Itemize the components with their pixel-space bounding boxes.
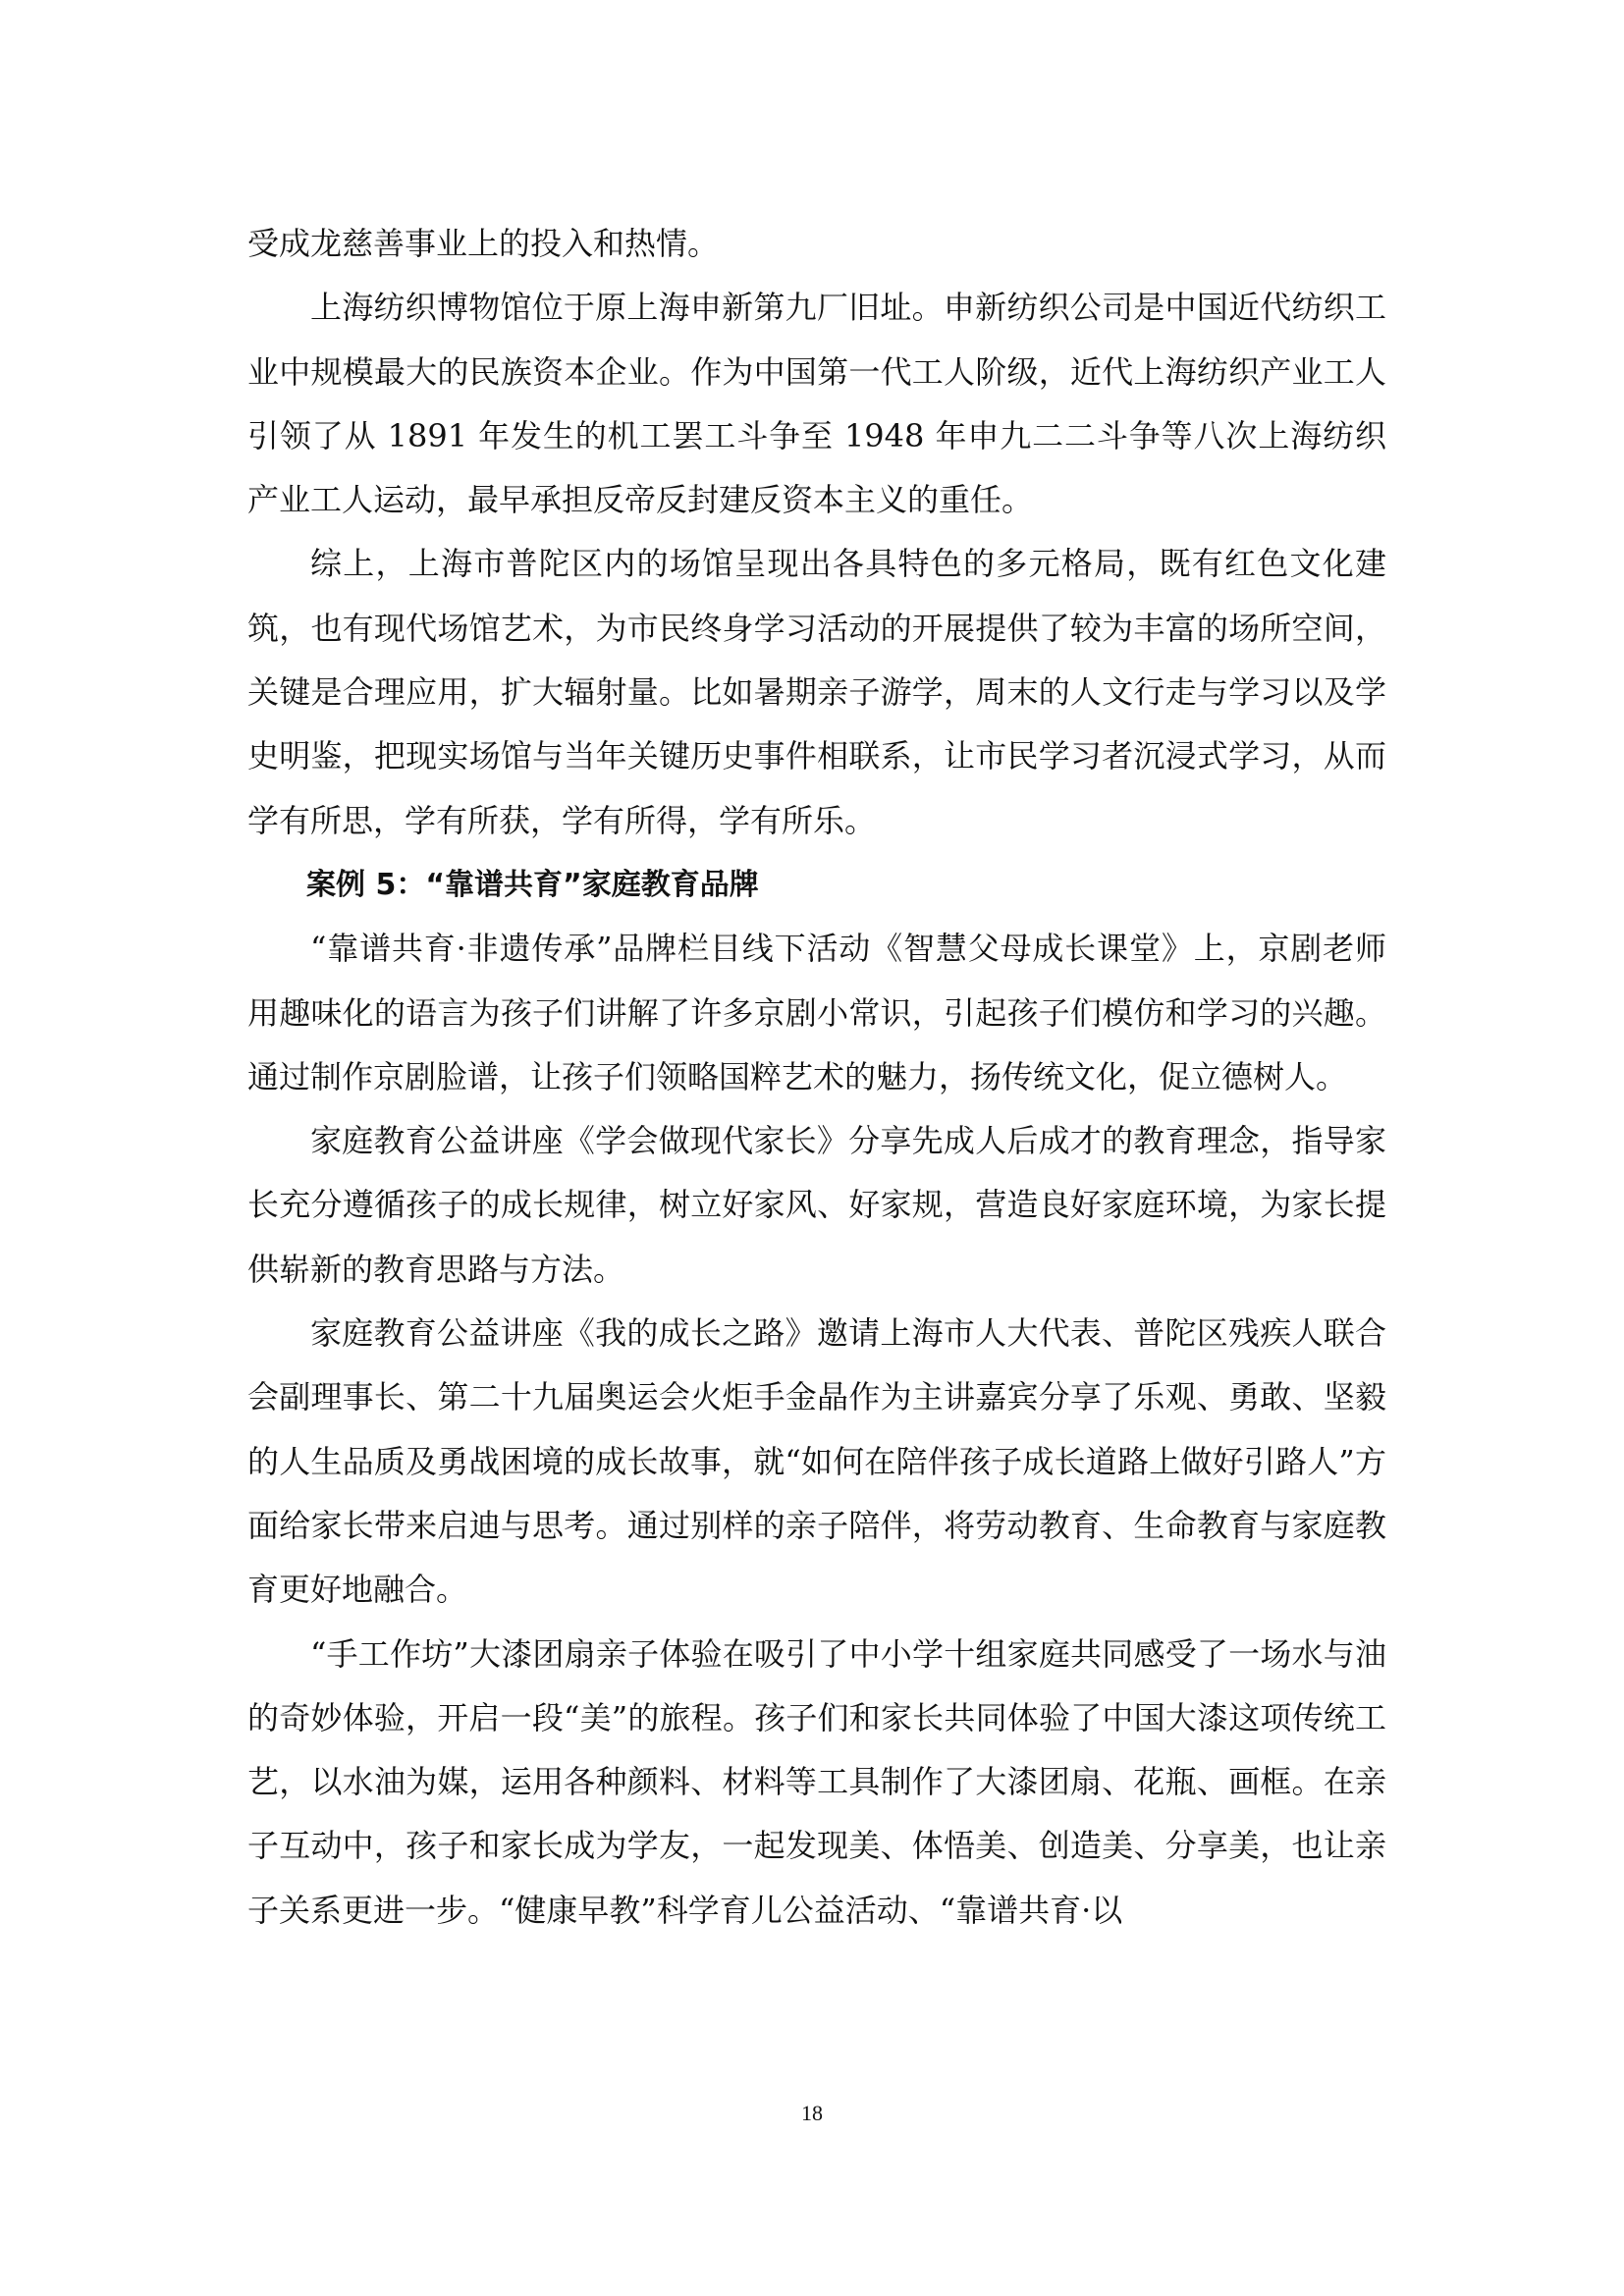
document-body — [247, 212, 1386, 1943]
page-number: 18 — [801, 2101, 823, 2125]
paragraph-textile-museum: 上海纺织博物馆位于原上海申新第九厂旧址。申新纺织公司是中国近代纺织工业中规模最大的民族资本企业。作为中国第一代工人阶级，近代上海纺织产业工人引领了从 1891 年发生的机工罢工斗争至 1948 年申九二二斗争等八次上海纺织产业工人运动，最早承担反帝反封建反资本主义的重任。 — [247, 289, 1386, 519]
paragraph-continuation: 受成龙慈善事业上的投入和热情。 — [247, 225, 720, 262]
paragraph-lacquer-fan-workshop: “手工作坊”大漆团扇亲子体验在吸引了中小学十组家庭共同感受了一场水与油的奇妙体验，开启一段“美”的旅程。孩子们和家长共同体验了中国大漆这项传统工艺，以水油为媒，运用各种颜料、材料等工具制作了大漆团扇、花瓶、画框。在亲子互动中，孩子和家长成为学友，一起发现美、体悟美、创造美、分享美，也让亲子关系更进一步。“健康早教”科学育儿公益活动、“靠谱共育·以 — [247, 1634, 1386, 1929]
paragraph-opera-activity: “靠谱共育·非遗传承”品牌栏目线下活动《智慧父母成长课堂》上，京剧老师用趣味化的语言为孩子们讲解了许多京剧小常识，引起孩子们模仿和学习的兴趣。通过制作京剧脸谱，让孩子们领略国粹艺术的魅力，扬传统文化，促立德树人。 — [247, 930, 1386, 1095]
section-heading-case-5: 案例 5：“靠谱共育”家庭教育品牌 — [306, 867, 759, 902]
paragraph-modern-parent-lecture: 家庭教育公益讲座《学会做现代家长》分享先成人后成才的教育理念，指导家长充分遵循孩子的成长规律，树立好家风、好家规，营造良好家庭环境，为家长提供崭新的教育思路与方法。 — [247, 1122, 1386, 1288]
paragraph-summary: 综上，上海市普陀区内的场馆呈现出各具特色的多元格局，既有红色文化建筑，也有现代场馆艺术，为市民终身学习活动的开展提供了较为丰富的场所空间，关键是合理应用，扩大辐射量。比如暑期亲子游学，周末的人文行走与学习以及学史明鉴，把现实场馆与当年关键历史事件相联系，让市民学习者沉浸式学习，从而学有所思，学有所获，学有所得，学有所乐。 — [247, 545, 1386, 839]
paragraph-growth-road-lecture: 家庭教育公益讲座《我的成长之路》邀请上海市人大代表、普陀区残疾人联合会副理事长、第二十九届奥运会火炬手金晶作为主讲嘉宾分享了乐观、勇敢、坚毅的人生品质及勇战困境的成长故事，就“如何在陪伴孩子成长道路上做好引路人”方面给家长带来启迪与思考。通过别样的亲子陪伴，将劳动教育、生命教育与家庭教育更好地融合。 — [247, 1314, 1386, 1609]
